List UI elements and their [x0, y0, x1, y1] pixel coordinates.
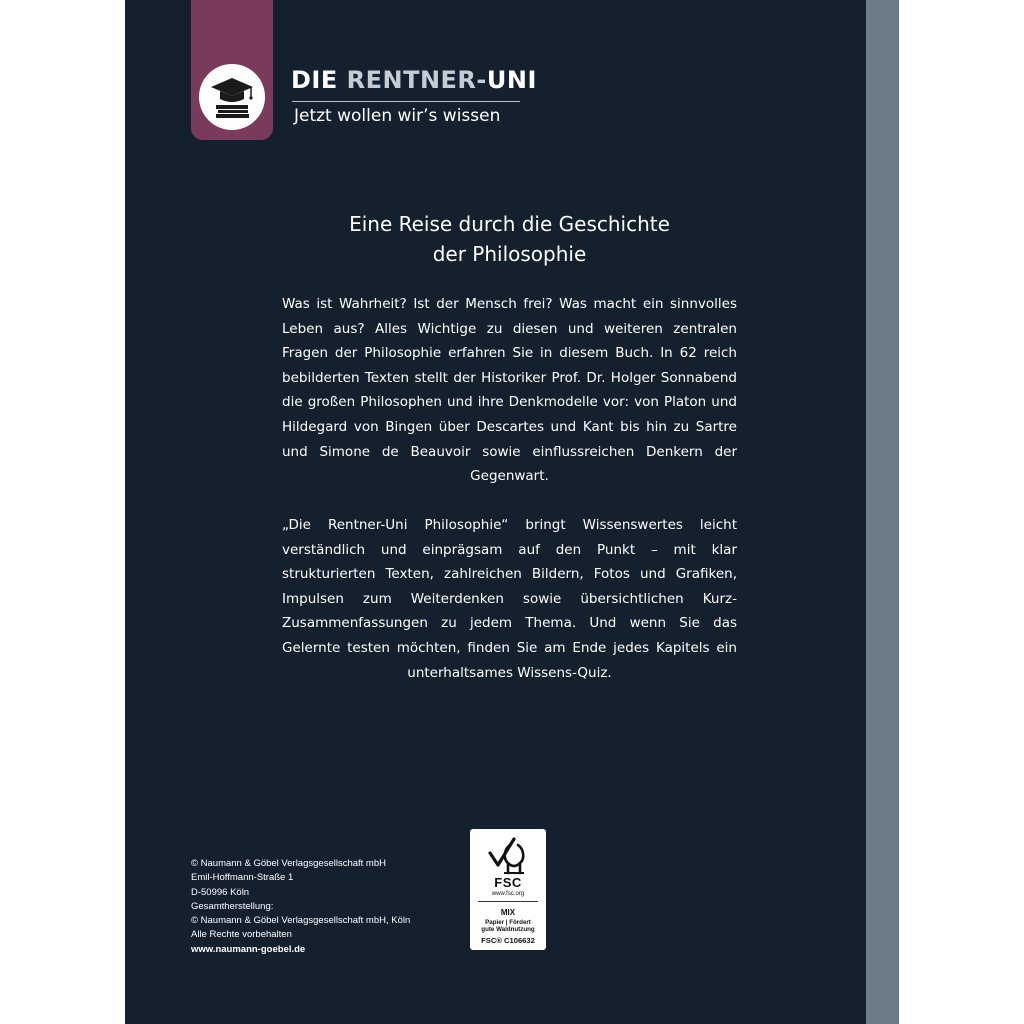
fsc-label [470, 829, 546, 950]
blurb-heading [282, 209, 737, 269]
blurb-heading-line2: der Philosophie [432, 242, 587, 266]
fsc-divider [478, 901, 538, 902]
fsc-paper-line1: Papier | Fördert [485, 919, 531, 926]
series-title-divider [292, 101, 520, 102]
fsc-license-code: FSC® C106632 [481, 936, 535, 945]
series-title-die: DIE [291, 66, 347, 94]
series-title-uni: UNI [486, 66, 537, 94]
imprint-line: Alle Rechte vorbehalten [191, 929, 292, 941]
graduation-cap-books-icon [207, 72, 257, 122]
imprint-line: D-50996 Köln [191, 886, 250, 898]
imprint-line: © Naumann & Göbel Verlagsgesellschaft mbH, Köln [191, 915, 411, 927]
fsc-tree-check-icon [484, 835, 532, 875]
fsc-paper-claim [474, 919, 542, 934]
fsc-paper-line2: gute Waldnutzung [481, 926, 535, 934]
publisher-website: www.naumann-goebel.de [191, 943, 306, 955]
imprint-line: Emil-Hoffmann-Straße 1 [191, 872, 294, 884]
fsc-wordmark: FSC [494, 875, 522, 890]
series-title [291, 66, 537, 94]
series-logo [199, 64, 265, 130]
imprint-line: © Naumann & Göbel Verlagsgesellschaft mbH [191, 858, 386, 869]
series-subtitle: Jetzt wollen wir’s wissen [294, 106, 501, 126]
blurb-paragraph-1: Was ist Wahrheit? Ist der Mensch frei? Was macht ein sinnvolles Leben aus? Alles Wichtige zu diesen und weiteren zentralen Fragen der Philosophie erfahren Sie in diesem Buch. In 62 reich bebilderten Texten stellt der Historiker Prof. Dr. Holger Sonnabend die großen Philosophen und ihre Denkmodelle vor: von Platon und Hildegard von Bingen über Descartes und Kant bis hin zu Sartre und Simone de Beauvoir sowie einflussreichen Denkern der Gegenwart. [282, 296, 737, 485]
blurb-paragraph-2: „Die Rentner-Uni Philosophie“ bringt Wissenswertes leicht verständlich und einprägsam auf den Punkt – mit klar strukturierten Texten, zahlreichen Bildern, Fotos und Grafiken, Impulsen zum Weiterdenken sowie übersichtlichen Kurz-Zusammenfassungen zu jedem Thema. Und wenn Sie das Gelernte testen möchten, finden Sie am Ende jedes Kapitels ein unterhaltsames Wissens-Quiz. [282, 517, 737, 681]
imprint-line: Gesamtherstellung: [191, 900, 274, 912]
series-title-rentner: RENTNER- [346, 66, 487, 94]
book-spine [866, 0, 899, 1024]
blurb-heading-line1: Eine Reise durch die Geschichte [349, 212, 670, 236]
publisher-imprint [191, 857, 410, 957]
fsc-mix: MIX [500, 908, 516, 917]
fsc-url: www.fsc.org [491, 891, 525, 897]
